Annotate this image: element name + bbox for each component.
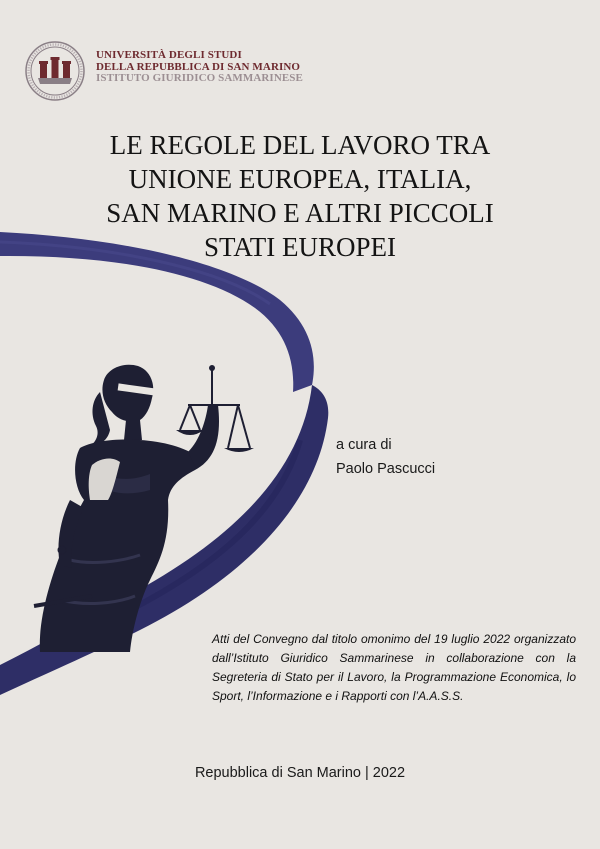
university-seal-icon — [24, 40, 86, 102]
title-line: STATI EUROPEI — [203, 232, 397, 262]
title-line: SAN MARINO E ALTRI PICCOLI — [106, 198, 494, 228]
curator-label: a cura di — [336, 437, 392, 453]
footer-publisher: Repubblica di San Marino | 2022 — [194, 765, 406, 781]
book-title — [40, 128, 560, 264]
curator-block — [336, 433, 435, 481]
curator-name: Paolo Pascucci — [336, 461, 436, 477]
institution-line-3: ISTITUTO GIURIDICO SAMMARINESE — [96, 72, 303, 84]
title-line: UNIONE EUROPEA, ITALIA, — [128, 164, 472, 194]
institution-block — [96, 50, 303, 85]
proceedings-note: Atti del Convegno dal titolo omonimo del 19 luglio 2022 organizzato dall’Istituto Giuridico Sammarinese in collaborazione con la Segreteria di Stato per il Lavoro, la Programmazione Economica, lo Sport, l’Informazione e i Rapporti con l’A.A.S.S. — [212, 632, 576, 703]
title-line: LE REGOLE DEL LAVORO TRA — [109, 130, 491, 160]
institution-line-1: UNIVERSITÀ DEGLI STUDI — [96, 49, 242, 61]
institution-line-2: DELLA REPUBBLICA DI SAN MARINO — [96, 60, 301, 73]
